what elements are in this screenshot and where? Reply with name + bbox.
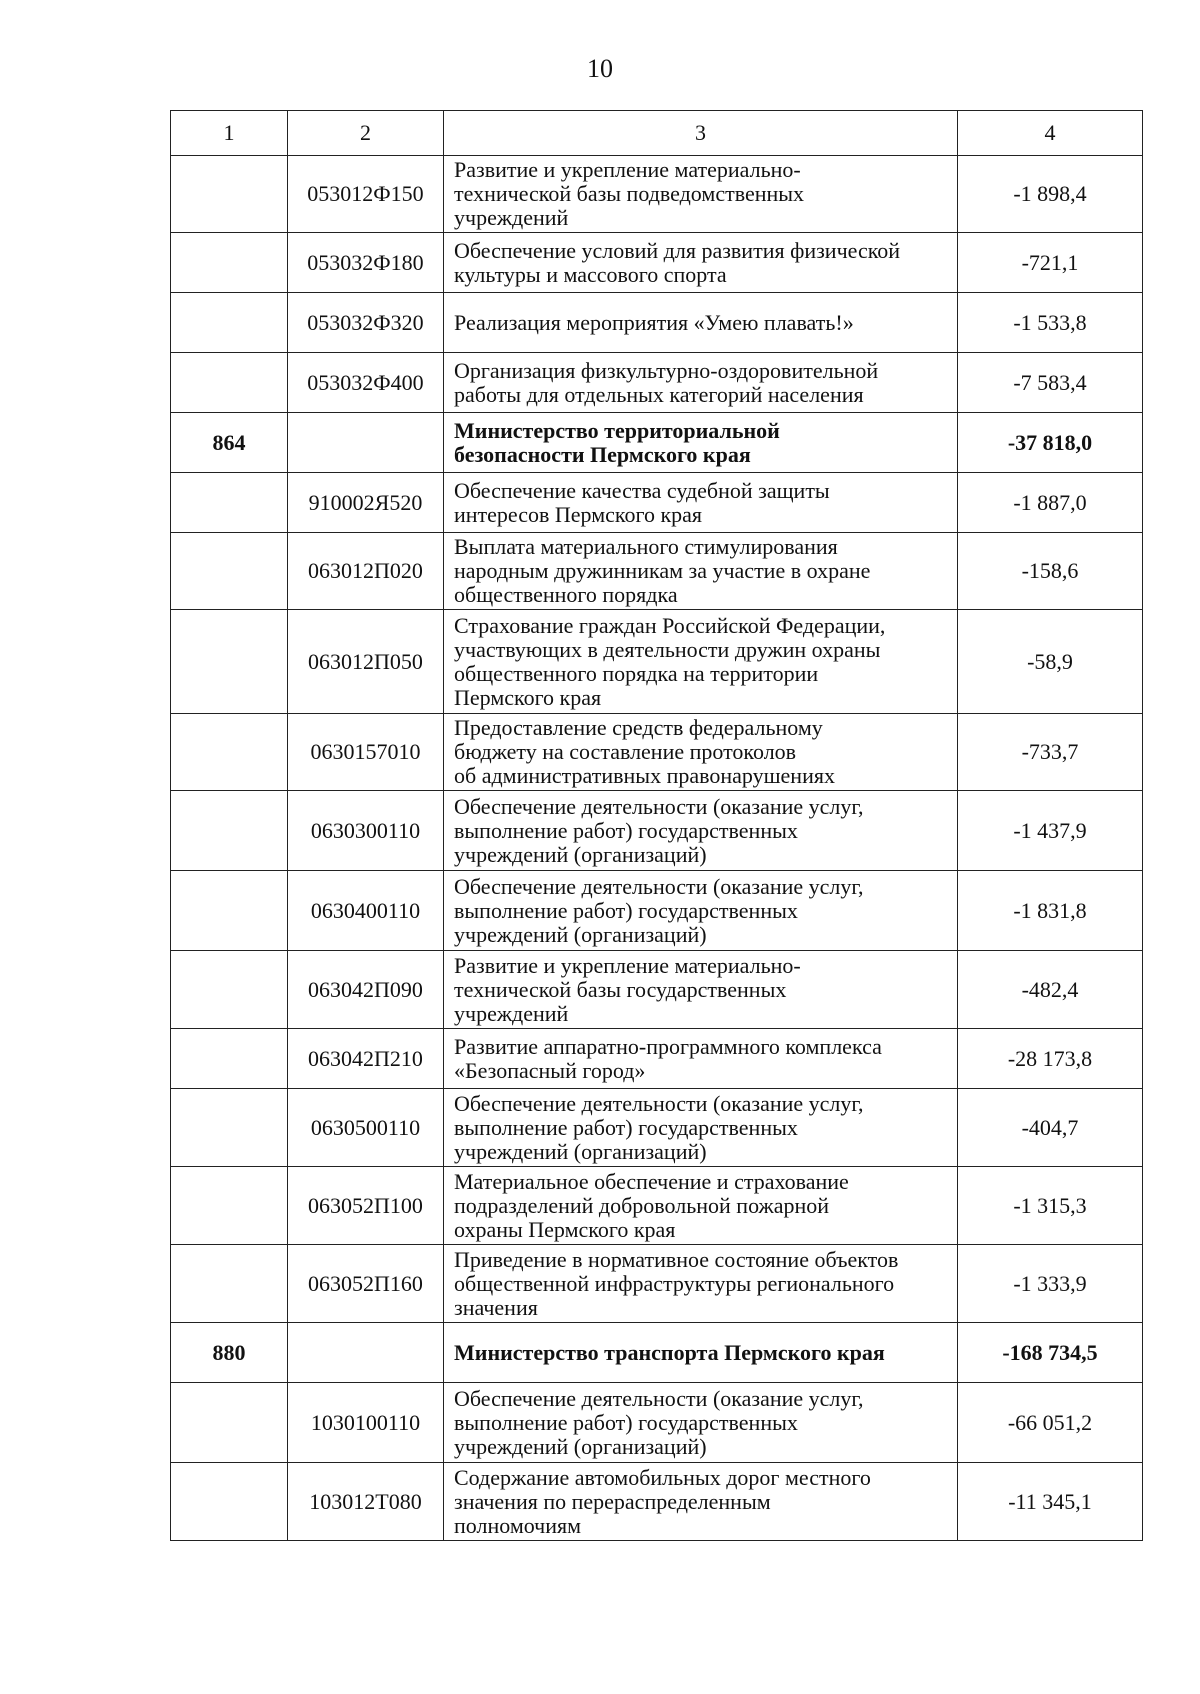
cell-amount: -158,6 [958,533,1143,610]
cell-target-article: 053032Ф400 [288,353,444,413]
cell-target-article: 103012Т080 [288,1463,444,1541]
cell-ministry-code [171,951,288,1029]
cell-name: Обеспечение качества судебной защиты интересов Пермского края [444,473,958,533]
column-header-3: 3 [444,111,958,156]
table-row [171,353,1143,413]
cell-amount: -11 345,1 [958,1463,1143,1541]
cell-name: Страхование граждан Российской Федерации, участвующих в деятельности дружин охраны общественного порядка на территории Пермского края [444,610,958,714]
cell-amount: -482,4 [958,951,1143,1029]
table-row [171,610,1143,714]
cell-target-article: 0630300110 [288,791,444,871]
cell-amount: -1 333,9 [958,1245,1143,1323]
column-header-4: 4 [958,111,1143,156]
cell-ministry-code [171,1463,288,1541]
cell-target-article: 0630500110 [288,1089,444,1167]
cell-amount: -1 887,0 [958,473,1143,533]
cell-name: Предоставление средств федеральному бюджету на составление протоколов об административных правонарушениях [444,714,958,791]
cell-target-article: 053032Ф180 [288,233,444,293]
cell-ministry-code [171,473,288,533]
cell-target-article [288,413,444,473]
table-row [171,714,1143,791]
table-row [171,413,1143,473]
cell-name: Развитие аппаратно-программного комплекса «Безопасный город» [444,1029,958,1089]
cell-amount: -733,7 [958,714,1143,791]
cell-ministry-code [171,1245,288,1323]
table-row [171,1089,1143,1167]
cell-amount: -37 818,0 [958,413,1143,473]
table-row [171,233,1143,293]
cell-amount: -7 583,4 [958,353,1143,413]
column-header-2: 2 [288,111,444,156]
table-row [171,791,1143,871]
cell-target-article: 063052П160 [288,1245,444,1323]
cell-ministry-code [171,353,288,413]
table-row [171,293,1143,353]
cell-ministry-code [171,1383,288,1463]
cell-target-article: 063042П090 [288,951,444,1029]
cell-name: Обеспечение условий для развития физической культуры и массового спорта [444,233,958,293]
cell-amount: -1 898,4 [958,156,1143,233]
cell-target-article: 063012П020 [288,533,444,610]
cell-ministry-code [171,233,288,293]
page-number: 10 [587,54,613,83]
table-row [171,1167,1143,1245]
table-row [171,951,1143,1029]
cell-name: Развитие и укрепление материально- технической базы государственных учреждений [444,951,958,1029]
cell-ministry-code [171,1167,288,1245]
table-row [171,1323,1143,1383]
cell-target-article: 063012П050 [288,610,444,714]
cell-name: Материальное обеспечение и страхование подразделений добровольной пожарной охраны Пермского края [444,1167,958,1245]
cell-target-article: 053012Ф150 [288,156,444,233]
cell-name: Обеспечение деятельности (оказание услуг, выполнение работ) государственных учреждений (организаций) [444,791,958,871]
cell-target-article: 063042П210 [288,1029,444,1089]
cell-target-article: 063052П100 [288,1167,444,1245]
cell-amount: -1 315,3 [958,1167,1143,1245]
table-row [171,1383,1143,1463]
cell-name: Реализация мероприятия «Умею плавать!» [444,293,958,353]
table-header-row [171,111,1143,156]
cell-ministry-code: 864 [171,413,288,473]
cell-target-article: 1030100110 [288,1383,444,1463]
table-row [171,1029,1143,1089]
cell-ministry-code [171,1089,288,1167]
cell-ministry-code: 880 [171,1323,288,1383]
cell-target-article [288,1323,444,1383]
cell-amount: -58,9 [958,610,1143,714]
cell-target-article: 910002Я520 [288,473,444,533]
cell-ministry-code [171,1029,288,1089]
cell-ministry-code [171,533,288,610]
cell-name: Организация физкультурно-оздоровительной работы для отдельных категорий населения [444,353,958,413]
table-row [171,156,1143,233]
budget-table [170,110,1143,1541]
cell-amount: -168 734,5 [958,1323,1143,1383]
cell-ministry-code [171,610,288,714]
cell-target-article: 053032Ф320 [288,293,444,353]
cell-ministry-code [171,156,288,233]
cell-name: Обеспечение деятельности (оказание услуг, выполнение работ) государственных учреждений (организаций) [444,1383,958,1463]
table-row [171,533,1143,610]
cell-ministry-code [171,791,288,871]
cell-name: Развитие и укрепление материально- технической базы подведомственных учреждений [444,156,958,233]
cell-name: Выплата материального стимулирования народным дружинникам за участие в охране общественного порядка [444,533,958,610]
cell-target-article: 0630157010 [288,714,444,791]
table-row [171,871,1143,951]
cell-name: Министерство территориальной безопасности Пермского края [444,413,958,473]
cell-amount: -1 437,9 [958,791,1143,871]
cell-name: Обеспечение деятельности (оказание услуг, выполнение работ) государственных учреждений (организаций) [444,871,958,951]
cell-name: Министерство транспорта Пермского края [444,1323,958,1383]
table-row [171,473,1143,533]
cell-name: Содержание автомобильных дорог местного значения по перераспределенным полномочиям [444,1463,958,1541]
cell-amount: -404,7 [958,1089,1143,1167]
cell-amount: -28 173,8 [958,1029,1143,1089]
cell-target-article: 0630400110 [288,871,444,951]
cell-name: Приведение в нормативное состояние объектов общественной инфраструктуры регионального значения [444,1245,958,1323]
table-row [171,1463,1143,1541]
cell-amount: -721,1 [958,233,1143,293]
cell-amount: -1 533,8 [958,293,1143,353]
cell-name: Обеспечение деятельности (оказание услуг, выполнение работ) государственных учреждений (организаций) [444,1089,958,1167]
cell-amount: -66 051,2 [958,1383,1143,1463]
cell-ministry-code [171,871,288,951]
cell-ministry-code [171,293,288,353]
cell-ministry-code [171,714,288,791]
cell-amount: -1 831,8 [958,871,1143,951]
table-row [171,1245,1143,1323]
column-header-1: 1 [171,111,288,156]
